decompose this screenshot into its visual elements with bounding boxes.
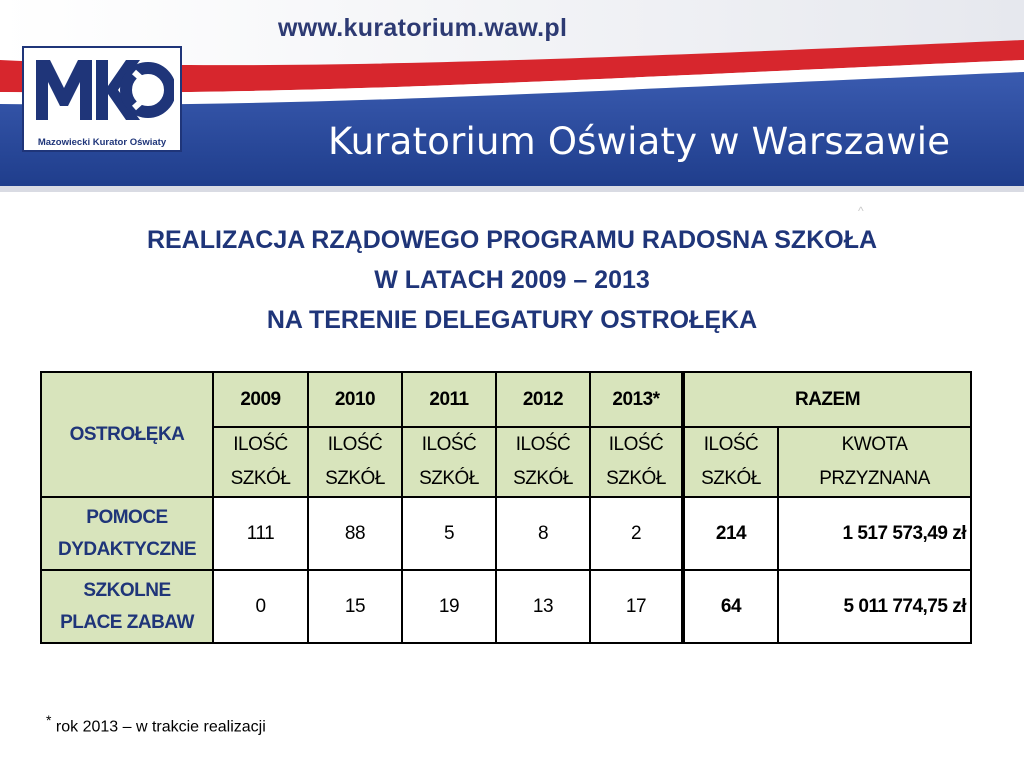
footnote	[46, 712, 266, 736]
logo-caption: Mazowiecki Kurator Oświaty	[37, 137, 167, 148]
count-cell: 8	[496, 497, 590, 570]
table-row	[41, 570, 971, 643]
data-table	[40, 371, 972, 644]
table-row	[41, 497, 971, 570]
count-subheader	[213, 427, 308, 497]
mko-logo-mark	[30, 52, 174, 128]
year-header: 2010	[308, 372, 402, 427]
site-url[interactable]: www.kuratorium.waw.pl	[278, 14, 568, 42]
count-cell: 0	[213, 570, 308, 643]
corner-header: OSTROŁĘKA	[41, 372, 213, 497]
row-label-line-1: POMOCE	[86, 506, 168, 528]
subheader-line-2: SZKÓŁ	[606, 468, 666, 489]
row-label-line-1: SZKOLNE	[83, 579, 171, 601]
header-banner	[0, 0, 1024, 192]
count-cell: 17	[590, 570, 683, 643]
year-header: 2009	[213, 372, 308, 427]
subheader-line-1: ILOŚĆ	[233, 434, 288, 455]
subheader-line-2: SZKÓŁ	[230, 468, 291, 489]
total-count-subheader	[683, 427, 778, 497]
subheader-line-1: ILOŚĆ	[608, 434, 664, 455]
count-cell: 5	[402, 497, 496, 570]
subheader-line-2: SZKÓŁ	[513, 468, 573, 489]
header-title: Kuratorium Oświaty w Warszawie	[328, 120, 951, 163]
total-count-cell: 64	[683, 570, 778, 643]
year-header: 2011	[402, 372, 496, 427]
mko-logo	[22, 46, 182, 152]
subheader-line-1: ILOŚĆ	[703, 434, 759, 455]
count-subheader	[402, 427, 496, 497]
title-line-2: W LATACH 2009 – 2013	[374, 266, 650, 294]
subheader-line-2: SZKÓŁ	[419, 468, 479, 489]
footnote-star: *	[46, 712, 52, 728]
count-subheader	[590, 427, 683, 497]
title-line-1: REALIZACJA RZĄDOWEGO PROGRAMU RADOSNA SZKOŁA	[146, 226, 878, 254]
subheader-line-2: SZKÓŁ	[325, 468, 385, 489]
subheader-line-1: ILOŚĆ	[327, 434, 383, 455]
year-header: 2013*	[590, 372, 683, 427]
title-line-3: NA TERENIE DELEGATURY OSTROŁĘKA	[266, 306, 758, 334]
total-header: RAZEM	[683, 372, 971, 427]
subheader-line-1: ILOŚĆ	[515, 434, 571, 455]
count-cell: 13	[496, 570, 590, 643]
row-label	[41, 497, 213, 570]
amount-cell: 1 517 573,49 zł	[778, 497, 971, 570]
amount-subheader	[778, 427, 971, 497]
subheader-line-2: SZKÓŁ	[701, 468, 761, 489]
count-cell: 19	[402, 570, 496, 643]
count-cell: 111	[213, 497, 308, 570]
footnote-text: rok 2013 – w trakcie realizacji	[51, 718, 266, 736]
count-cell: 2	[590, 497, 683, 570]
slide-title	[0, 220, 1024, 340]
caret-up-icon: ^	[858, 204, 864, 218]
count-subheader	[496, 427, 590, 497]
year-header: 2012	[496, 372, 590, 427]
subheader-line-1: ILOŚĆ	[421, 434, 477, 455]
row-label-line-2: DYDAKTYCZNE	[57, 538, 197, 560]
amount-line-2: PRZYZNANA	[819, 468, 930, 489]
count-subheader	[308, 427, 402, 497]
row-label-line-2: PLACE ZABAW	[60, 611, 194, 633]
count-cell: 88	[308, 497, 402, 570]
amount-line-1: KWOTA	[841, 434, 908, 455]
count-cell: 15	[308, 570, 402, 643]
amount-cell: 5 011 774,75 zł	[778, 570, 971, 643]
row-label	[41, 570, 213, 643]
total-count-cell: 214	[683, 497, 778, 570]
